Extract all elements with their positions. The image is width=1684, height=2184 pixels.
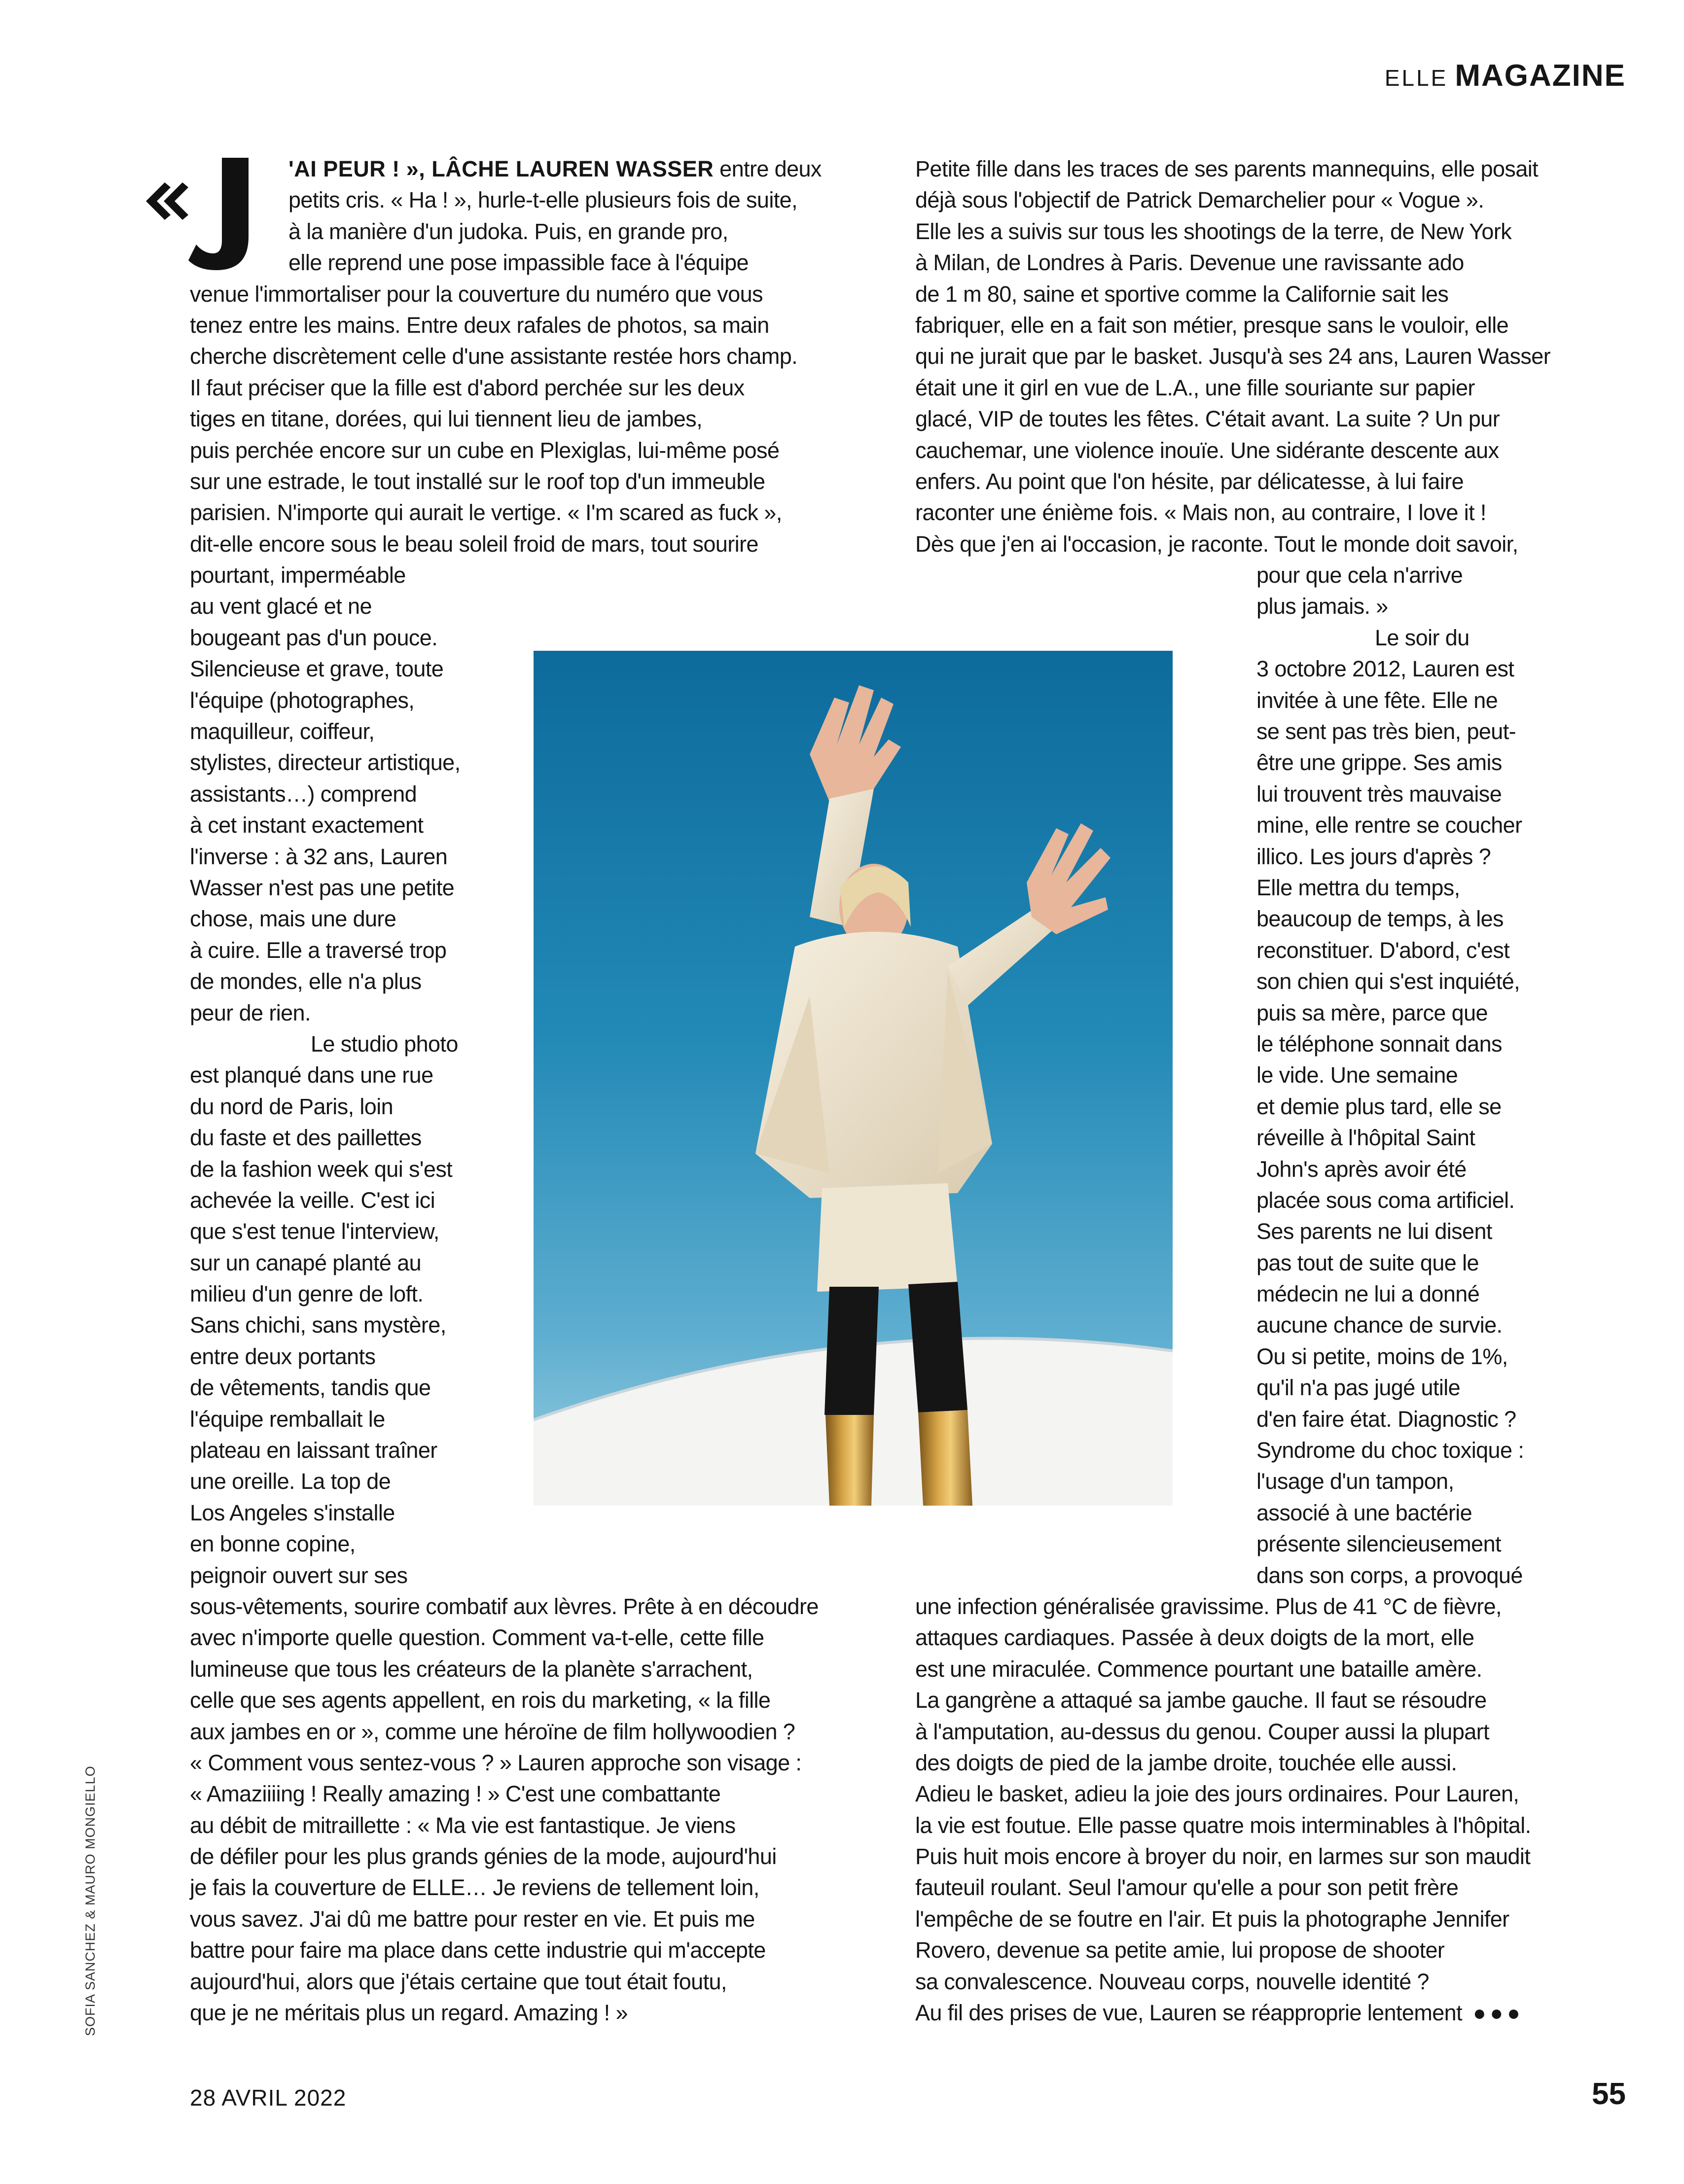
text-line: que je ne méritais plus un regard. Amazing ! » [190,2000,628,2026]
text-line: Ses parents ne lui disent [1256,1219,1492,1244]
text-line: dit-elle encore sous le beau soleil froid de mars, tout sourire [190,531,758,557]
photo-illustration [534,651,1173,1506]
text-line: maquilleur, coiffeur, [190,719,375,744]
text-line: qu'il n'a pas jugé utile [1256,1375,1461,1401]
text-line: du faste et des paillettes [190,1125,422,1151]
text-line: des doigts de pied de la jambe droite, touchée elle aussi. [915,1750,1457,1775]
text-line: elle reprend une pose impassible face à l'équipe [288,250,749,276]
photo-credit: SOFIA SANCHEZ & MAURO MONGIELLO [83,1765,98,2036]
text-line: reconstituer. D'abord, c'est [1256,937,1510,963]
text-line: est une miraculée. Commence pourtant une bataille amère. [915,1656,1482,1682]
text-line: une infection généralisée gravissime. Plus de 41 °C de fièvre, [915,1593,1502,1619]
text-line: bougeant pas d'un pouce. [190,625,438,650]
text-line: peur de rien. [190,1000,311,1025]
text-line: l'équipe (photographes, [190,687,415,713]
text-line: dans son corps, a provoqué [1256,1562,1523,1588]
text-line: achevée la veille. C'est ici [190,1187,435,1213]
text-line: à cuire. Elle a traversé trop [190,937,447,963]
text-line: au débit de mitraillette : « Ma vie est fantastique. Je viens [190,1812,736,1838]
text-line: l'empêche de se foutre en l'air. Et puis la photographe Jennifer [915,1906,1509,1932]
text-line: Ou si petite, moins de 1%, [1256,1343,1508,1369]
text-line: Silencieuse et grave, toute [190,656,444,682]
text-line: le téléphone sonnait dans [1256,1031,1502,1057]
text-line: parisien. N'importe qui aurait le vertige. « I'm scared as fuck », [190,500,782,526]
text-line: tiges en titane, dorées, qui lui tiennent lieu de jambes, [190,406,702,432]
text-line: déjà sous l'objectif de Patrick Demarchelier pour « Vogue ». [915,187,1484,213]
text-line: Elle mettra du temps, [1256,875,1460,900]
text-line: présente silencieusement [1256,1531,1501,1557]
text-line: puis perchée encore sur un cube en Plexiglas, lui-même posé [190,437,780,463]
running-header [1385,58,1626,93]
text-line: lui trouvent très mauvaise [1256,781,1502,807]
issue-date: 28 AVRIL 2022 [190,2085,347,2111]
text-line: assistants…) comprend [190,781,417,807]
text-line: Au fil des prises de vue, Lauren se réapproprie lentement [915,2000,1462,2026]
text-line: 3 octobre 2012, Lauren est [1256,656,1514,682]
text-line: pour que cela n'arrive [1256,563,1463,588]
text-line: sur un canapé planté au [190,1250,422,1275]
text-line: John's après avoir été [1256,1156,1467,1182]
text-line: « Amaziiiing ! Really amazing ! » C'est une combattante [190,1781,721,1807]
text-line: glacé, VIP de toutes les fêtes. C'était avant. La suite ? Un pur [915,406,1500,432]
text-line: Le soir du [1375,625,1469,650]
text-line: l'inverse : à 32 ans, Lauren [190,844,448,869]
text-line: entre deux portants [190,1343,376,1369]
text-line: cherche discrètement celle d'une assistante restée hors champ. [190,344,798,369]
text-line: je fais la couverture de ELLE… Je reviens de tellement loin, [190,1875,759,1901]
text-line: Petite fille dans les traces de ses parents mannequins, elle posait [915,156,1539,181]
page-number: 55 [1592,2077,1626,2111]
text-line: placée sous coma artificiel. [1256,1187,1515,1213]
text-line: tenez entre les mains. Entre deux rafales de photos, sa main [190,312,769,338]
text-line: vous savez. J'ai dû me battre pour rester en vie. Et puis me [190,1906,755,1932]
section-label: MAGAZINE [1455,59,1626,93]
text-line: la vie est foutue. Elle passe quatre mois interminables à l'hôpital. [915,1812,1531,1838]
text-line: La gangrène a attaqué sa jambe gauche. Il faut se résoudre [915,1688,1487,1713]
text-line: de mondes, elle n'a plus [190,969,422,994]
text-line: de défiler pour les plus grands génies de la mode, aujourd'hui [190,1844,777,1869]
text-line: de la fashion week qui s'est [190,1156,453,1182]
text-line: être une grippe. Ses amis [1256,750,1502,775]
text-line: se sent pas très bien, peut- [1256,719,1516,744]
text-line: Syndrome du choc toxique : [1256,1438,1524,1463]
text-line: fauteuil roulant. Seul l'amour qu'elle a pour son petit frère [915,1875,1459,1901]
text-line: que s'est tenue l'interview, [190,1219,439,1244]
text-line: aux jambes en or », comme une héroïne de film hollywoodien ? [190,1719,795,1744]
text-line: à la manière d'un judoka. Puis, en grande pro, [288,218,728,244]
text-line: sous-vêtements, sourire combatif aux lèvres. Prête à en découdre [190,1593,819,1619]
text-line: sur une estrade, le tout installé sur le roof top d'un immeuble [190,468,765,494]
text-line: réveille à l'hôpital Saint [1256,1125,1475,1151]
text-line: à Milan, de Londres à Paris. Devenue une ravissante ado [915,250,1464,276]
text-line: est planqué dans une rue [190,1062,433,1088]
text-line: de 1 m 80, saine et sportive comme la Californie sait les [915,281,1449,307]
text-line: Los Angeles s'installe [190,1500,395,1525]
text-line: avec n'importe quelle question. Comment va-t-elle, cette fille [190,1625,764,1651]
text-line: associé à une bactérie [1256,1500,1472,1525]
text-line: chose, mais une dure [190,906,396,932]
text-line: l'équipe remballait le [190,1406,385,1432]
text-line: petits cris. « Ha ! », hurle-t-elle plusieurs fois de suite, [288,187,797,213]
text-line: stylistes, directeur artistique, [190,750,461,775]
text-line: battre pour faire ma place dans cette industrie qui m'accepte [190,1937,766,1963]
text-line: beaucoup de temps, à les [1256,906,1504,932]
text-line: au vent glacé et ne [190,594,372,619]
text-line: mine, elle rentre se coucher [1256,812,1522,838]
text-line: celle que ses agents appellent, en rois du marketing, « la fille [190,1688,771,1713]
text-line: plateau en laissant traîner [190,1438,437,1463]
text-line: l'usage d'un tampon, [1256,1469,1454,1494]
text-line: pas tout de suite que le [1256,1250,1479,1275]
text-line: « Comment vous sentez-vous ? » Lauren approche son visage : [190,1750,802,1775]
text-line: et demie plus tard, elle se [1256,1093,1502,1119]
text-line: médecin ne lui a donné [1256,1281,1480,1307]
text-line: aujourd'hui, alors que j'étais certaine que tout était foutu, [190,1969,727,1994]
text-line: Sans chichi, sans mystère, [190,1312,446,1338]
text-line: puis sa mère, parce que [1256,1000,1488,1025]
text-line: cauchemar, une violence inouïe. Une sidérante descente aux [915,437,1499,463]
text-line: le vide. Une semaine [1256,1062,1458,1088]
text-line: qui ne jurait que par le basket. Jusqu'à ses 24 ans, Lauren Wasser [915,344,1551,369]
text-line: de vêtements, tandis que [190,1375,431,1401]
text-line: peignoir ouvert sur ses [190,1562,408,1588]
text-line: Rovero, devenue sa petite amie, lui propose de shooter [915,1937,1445,1963]
text-line: son chien qui s'est inquiété, [1256,969,1520,994]
text-line: invitée à une fête. Elle ne [1256,687,1498,713]
text-line: raconter une énième fois. « Mais non, au contraire, I love it ! [915,500,1486,526]
text-line: fabriquer, elle en a fait son métier, presque sans le vouloir, elle [915,312,1509,338]
text-line: Puis huit mois encore à broyer du noir, en larmes sur son maudit [915,1844,1531,1869]
continue-marker: ●●● [1472,2001,1524,2026]
text-line: illico. Les jours d'après ? [1256,844,1491,869]
text-line: entre deux [714,156,822,181]
text-line: pourtant, imperméable [190,563,406,588]
text-line: en bonne copine, [190,1531,356,1557]
text-line: Le studio photo [311,1031,458,1057]
text-line: lumineuse que tous les créateurs de la planète s'arrachent, [190,1656,753,1682]
text-line: Adieu le basket, adieu la joie des jours ordinaires. Pour Lauren, [915,1781,1519,1807]
text-line: Dès que j'en ai l'occasion, je raconte. Tout le monde doit savoir, [915,531,1518,557]
text-line: milieu d'un genre de loft. [190,1281,424,1307]
text-line: à cet instant exactement [190,812,424,838]
text-line: une oreille. La top de [190,1469,391,1494]
text-line: enfers. Au point que l'on hésite, par délicatesse, à lui faire [915,468,1464,494]
lead-caps: 'AI PEUR ! », LÂCHE LAUREN WASSER [288,156,714,181]
text-line: venue l'immortaliser pour la couverture du numéro que vous [190,281,763,307]
text-line: plus jamais. » [1256,594,1388,619]
text-line: Wasser n'est pas une petite [190,875,455,900]
text-line: à l'amputation, au-dessus du genou. Couper aussi la plupart [915,1719,1489,1744]
cover-photo [534,651,1173,1506]
text-line: d'en faire état. Diagnostic ? [1256,1406,1516,1432]
lead-line [190,153,826,184]
text-line: Elle les a suivis sur tous les shootings de la terre, de New York [915,218,1512,244]
text-line: aucune chance de survie. [1256,1312,1503,1338]
text-line: était une it girl en vue de L.A., une fille souriante sur papier [915,375,1475,400]
last-text-line [915,1997,1529,2028]
text-line: attaques cardiaques. Passée à deux doigts de la mort, elle [915,1625,1474,1651]
brand-label: ELLE [1384,65,1448,91]
text-line: du nord de Paris, loin [190,1093,394,1119]
text-line: Il faut préciser que la fille est d'abord perchée sur les deux [190,375,745,400]
text-line: sa convalescence. Nouveau corps, nouvelle identité ? [915,1969,1429,1994]
